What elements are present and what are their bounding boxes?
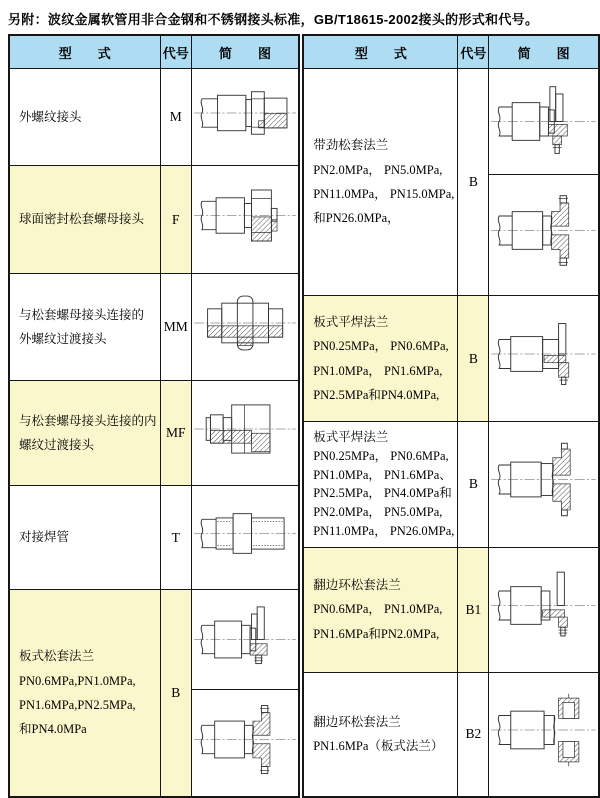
diagram-subcell [192, 274, 298, 372]
type-cell [303, 69, 458, 296]
diagram-subcell [489, 296, 598, 412]
female-adapter-diagram [192, 381, 298, 477]
diagram-subcell [192, 689, 298, 789]
left-table-row [9, 381, 299, 486]
right-table-row [303, 422, 599, 547]
diagram-subcell [192, 590, 298, 689]
type-line: PN2.0MPa， PN5.0MPa, [313, 162, 443, 177]
diagram-cell [191, 486, 299, 590]
type-line: PN0.6MPa,PN1.0MPa, [19, 673, 136, 688]
type-line: 翻边环松套法兰 [313, 715, 401, 729]
type-line: PN1.6MPa,PN2.5MPa, [19, 698, 136, 712]
diagram-cell [191, 274, 299, 381]
left-table-row [9, 69, 299, 166]
type-line: PN0.25MPa， PN0.6MPa, [313, 448, 449, 463]
type-line: 和PN4.0MPa [19, 722, 87, 737]
right-table-row [303, 69, 599, 296]
right-table-row [303, 547, 599, 672]
diagram-subcell [192, 69, 298, 157]
diagram-subcell [489, 69, 598, 174]
code-cell: B [458, 422, 489, 547]
code-cell: B [160, 590, 191, 798]
header-diagram: 简 图 [191, 35, 299, 69]
type-line: 板式平焊法兰 [313, 430, 389, 445]
type-line: PN2.0MPa， PN5.0MPa, [313, 505, 443, 520]
type-cell [303, 296, 458, 422]
diagram-subcell [489, 174, 598, 286]
lap-joint-flange-diagram [192, 690, 298, 789]
type-cell [9, 166, 160, 274]
type-line: PN2.5MPa和PN4.0MPa, [313, 388, 440, 403]
diagram-cell [489, 672, 599, 797]
diagram-cell [489, 69, 599, 296]
right-table-row [303, 672, 599, 797]
type-line: PN1.6MPa和PN2.0MPa, [313, 626, 440, 641]
diagram-cell [489, 422, 599, 547]
type-line: 外螺纹过渡接头 [19, 332, 107, 346]
header-code: 代号 [160, 35, 191, 69]
type-line: PN1.6MPa（板式法兰） [313, 739, 444, 754]
page-title: 另附：波纹金属软管用非合金钢和不锈钢接头标准，GB/T18615-2002接头的形式和代号。 [8, 12, 539, 27]
plate-loose-flange-diagram [192, 590, 298, 689]
code-cell: B1 [458, 547, 489, 672]
code-cell: MM [160, 274, 191, 381]
double-male-nipple-diagram [192, 274, 298, 372]
type-line: PN1.0MPa， PN1.6MPa, [313, 363, 443, 378]
type-line: 球面密封松套螺母接头 [19, 212, 145, 227]
type-line: 螺纹过渡接头 [19, 438, 95, 452]
type-cell [9, 381, 160, 486]
header-type: 型 式 [303, 35, 458, 69]
type-line: PN11.0MPa， PN26.0MPa, [313, 523, 455, 538]
type-line: PN0.25MPa， PN0.6MPa, [313, 339, 449, 354]
diagram-subcell [192, 166, 298, 265]
type-line: 翻边环松套法兰 [313, 578, 401, 593]
type-line: 与松套螺母接头连接的内 [19, 413, 157, 428]
right-table-row [303, 296, 599, 422]
butt-weld-pipe-diagram [192, 486, 298, 581]
male-thread-fitting-diagram [192, 69, 298, 157]
code-cell: M [160, 69, 191, 166]
left-table-row [9, 274, 299, 381]
left-table-row [9, 166, 299, 274]
left-header-row [9, 35, 299, 69]
diagram-subcell [489, 548, 598, 663]
code-cell: B [458, 69, 489, 296]
code-cell: T [160, 486, 191, 590]
header-code: 代号 [458, 35, 489, 69]
diagram-cell [489, 296, 599, 422]
diagram-subcell [192, 486, 298, 581]
left-table-row [9, 486, 299, 590]
diagram-subcell [489, 673, 598, 787]
weld-neck-flange-diagram [489, 422, 598, 537]
code-cell: F [160, 166, 191, 274]
type-line: 板式松套法兰 [19, 649, 95, 664]
diagram-subcell [192, 381, 298, 477]
type-cell [9, 274, 160, 381]
type-cell [303, 547, 458, 672]
diagram-cell [191, 69, 299, 166]
type-line: 外螺纹接头 [19, 109, 82, 124]
code-cell: B [458, 296, 489, 422]
type-cell [303, 672, 458, 797]
fitting-table-right [302, 34, 600, 798]
type-cell [9, 486, 160, 590]
type-line: 带劲松套法兰 [313, 138, 389, 153]
right-header-row [303, 35, 599, 69]
type-line: PN0.6MPa， PN1.0MPa, [313, 602, 443, 617]
left-table-row [9, 590, 299, 798]
lap-ring-flange-diagram [489, 673, 598, 787]
union-nut-fitting-diagram [192, 166, 298, 265]
type-line: 与松套螺母接头连接的 [19, 307, 145, 322]
type-line: 和PN26.0MPa， [313, 211, 400, 226]
diagram-cell [191, 590, 299, 798]
code-cell: B2 [458, 672, 489, 797]
weld-plate-flange-diagram [489, 296, 598, 412]
type-cell [9, 69, 160, 166]
type-line: PN1.0MPa， PN1.6MPa、 [313, 467, 452, 482]
type-line: 板式平焊法兰 [313, 315, 389, 330]
lap-joint-flange-diagram [489, 175, 598, 286]
type-line: PN2.5MPa， PN4.0MPa和 [313, 486, 452, 501]
type-cell [303, 422, 458, 547]
type-line: PN11.0MPa， PN15.0MPa, [313, 187, 455, 202]
header-diagram: 简 图 [489, 35, 599, 69]
neck-loose-flange-diagram [489, 69, 598, 174]
header-type: 型 式 [9, 35, 160, 69]
fitting-type-tables [8, 34, 600, 798]
code-cell: MF [160, 381, 191, 486]
type-line: 对接焊管 [19, 530, 70, 545]
diagram-cell [191, 381, 299, 486]
fitting-table-left [8, 34, 300, 798]
diagram-subcell [489, 422, 598, 537]
type-cell [9, 590, 160, 798]
diagram-cell [191, 166, 299, 274]
diagram-cell [489, 547, 599, 672]
flare-lap-flange-diagram [489, 548, 598, 663]
